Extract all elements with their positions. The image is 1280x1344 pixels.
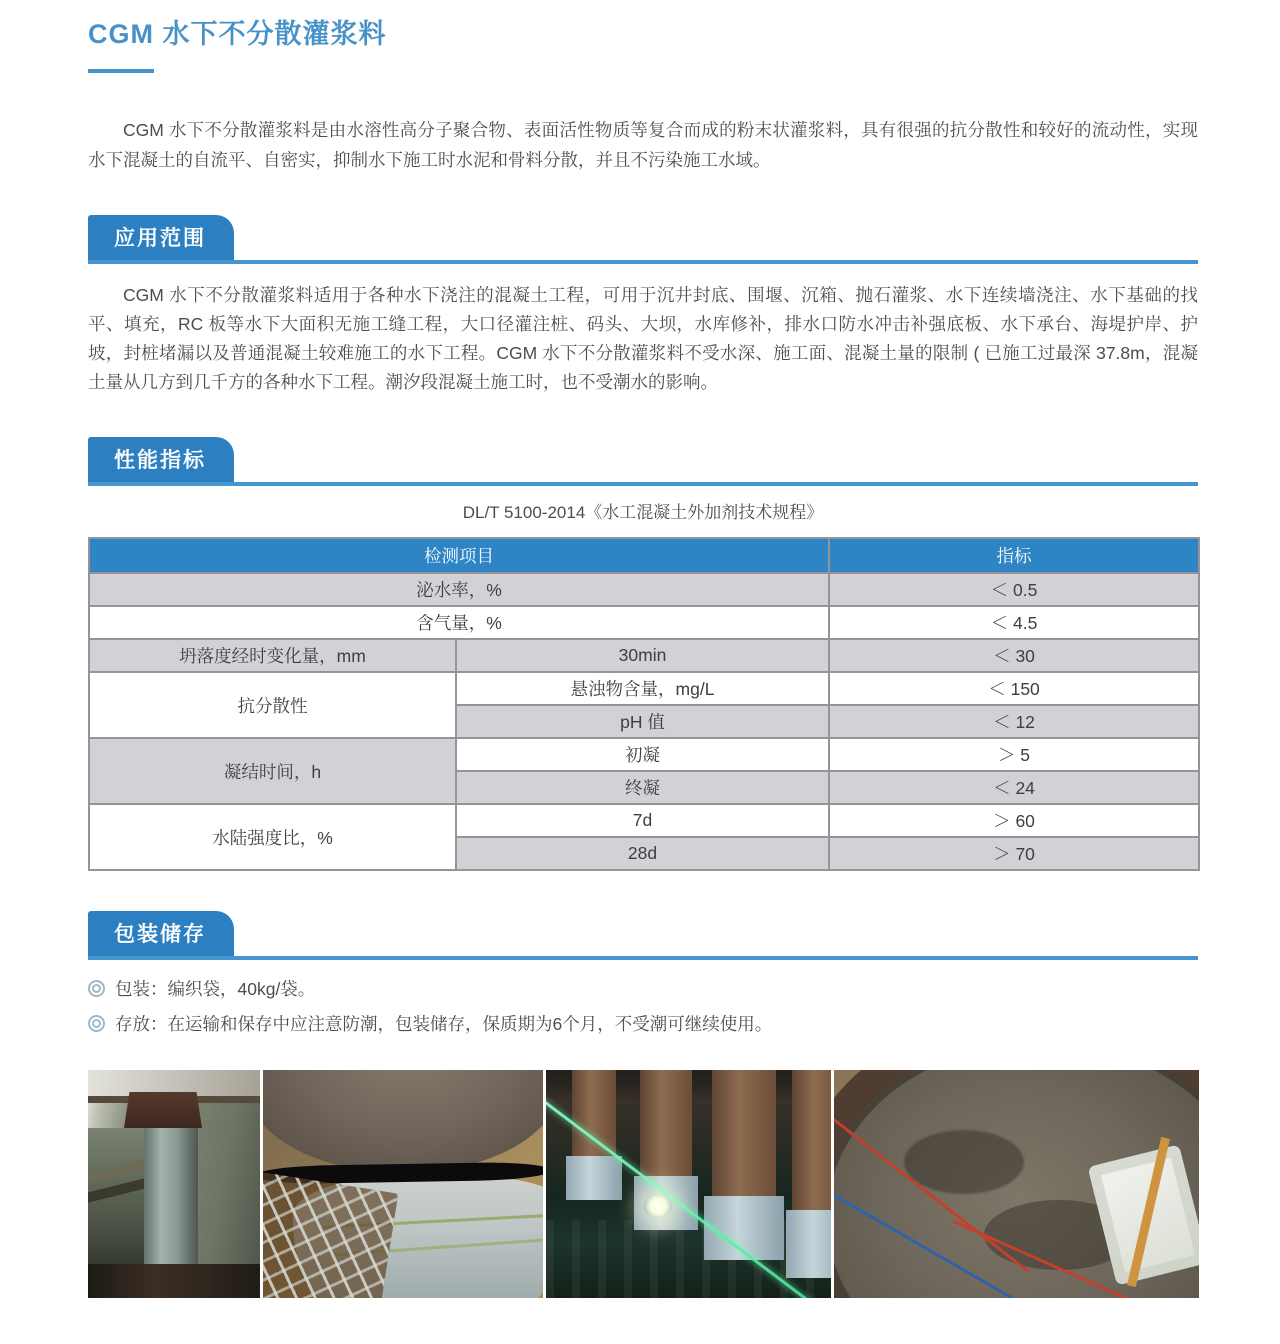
cell-slump-label: 坍落度经时变化量，mm bbox=[89, 639, 456, 672]
table-row bbox=[89, 573, 1199, 606]
table-row bbox=[89, 606, 1199, 639]
cell-dispersion-value1: ＜ 150 bbox=[829, 672, 1199, 705]
dark-base bbox=[88, 1264, 260, 1298]
table-row bbox=[89, 738, 1199, 771]
intro-paragraph: CGM 水下不分散灌浆料是由水溶性高分子聚合物、表面活性物质等复合而成的粉末状灌浆料，具有很强的抗分散性和较好的流动性，实现水下混凝土的自流平、自密实，抑制水下施工时水泥和骨料分散，并且不污染施工水域。 bbox=[88, 120, 1198, 170]
cell-bleeding-label: 泌水率，% bbox=[89, 573, 829, 606]
cell-dispersion-sub2: pH 值 bbox=[456, 705, 829, 738]
standard-reference: DL/T 5100-2014《水工混凝土外加剂技术规程》 bbox=[462, 503, 824, 522]
steel-pipe bbox=[144, 1126, 198, 1282]
list-item bbox=[88, 1011, 1198, 1036]
cell-setting-value2: ＜ 24 bbox=[829, 771, 1199, 804]
cell-dispersion-sub1: 悬浊物含量，mg/L bbox=[456, 672, 829, 705]
cell-setting-sub1: 初凝 bbox=[456, 738, 829, 771]
section-header-application bbox=[88, 215, 1198, 264]
pier-jacket bbox=[566, 1156, 622, 1200]
cell-setting-sub2: 终凝 bbox=[456, 771, 829, 804]
laser-guided-piers-night-photo bbox=[546, 1070, 831, 1298]
performance-table bbox=[88, 537, 1200, 871]
storage-item-text: 存放：在运输和保存中应注意防潮，包装储存，保质期为6个月，不受潮可继续使用。 bbox=[115, 1014, 773, 1034]
concrete-cap bbox=[263, 1070, 543, 1172]
list-item bbox=[88, 976, 1198, 1001]
photo-strip bbox=[88, 1070, 1198, 1298]
cofferdam-top-view-photo bbox=[834, 1070, 1199, 1298]
cell-strength-value2: ＞ 70 bbox=[829, 837, 1199, 870]
section-header-packaging bbox=[88, 911, 1198, 960]
cell-dispersion-value2: ＜ 12 bbox=[829, 705, 1199, 738]
work-light bbox=[644, 1194, 672, 1218]
header-cell-item: 检测项目 bbox=[89, 538, 829, 573]
title-underline bbox=[88, 69, 154, 73]
double-circle-bullet-icon bbox=[88, 1015, 105, 1032]
section-header-performance bbox=[88, 437, 1198, 486]
wire-mesh bbox=[263, 1172, 398, 1298]
bridge-pier bbox=[640, 1070, 692, 1186]
table-header-row bbox=[89, 538, 1199, 573]
table-row bbox=[89, 804, 1199, 837]
pier-pipe-grouting-photo bbox=[88, 1070, 260, 1298]
cell-air-value: ＜ 4.5 bbox=[829, 606, 1199, 639]
cell-dispersion-label: 抗分散性 bbox=[89, 672, 456, 738]
packaging-list bbox=[88, 976, 1198, 1036]
double-circle-bullet-icon bbox=[88, 980, 105, 997]
cell-strength-value1: ＞ 60 bbox=[829, 804, 1199, 837]
table-row bbox=[89, 639, 1199, 672]
cell-air-label: 含气量，% bbox=[89, 606, 829, 639]
cell-strength-sub1: 7d bbox=[456, 804, 829, 837]
cell-strength-label: 水陆强度比，% bbox=[89, 804, 456, 870]
cell-slump-value: ＜ 30 bbox=[829, 639, 1199, 672]
pile-jacket-closeup-photo bbox=[263, 1070, 543, 1298]
packaging-item-text: 包装：编织袋，40kg/袋。 bbox=[115, 979, 316, 999]
mud-patch bbox=[904, 1130, 1024, 1194]
header-cell-index: 指标 bbox=[829, 538, 1199, 573]
cell-slump-sub: 30min bbox=[456, 639, 829, 672]
cell-setting-value1: ＞ 5 bbox=[829, 738, 1199, 771]
cell-setting-label: 凝结时间，h bbox=[89, 738, 456, 804]
page-title: CGM 水下不分散灌浆料 bbox=[88, 19, 387, 49]
section-badge-performance: 性能指标 bbox=[88, 437, 234, 482]
pipe-cap bbox=[124, 1092, 202, 1128]
bridge-pier bbox=[712, 1070, 776, 1208]
content-area bbox=[88, 0, 1198, 1298]
bridge-pier bbox=[792, 1070, 831, 1220]
table-row bbox=[89, 672, 1199, 705]
section-badge-packaging: 包装储存 bbox=[88, 911, 234, 956]
section-badge-application: 应用范围 bbox=[88, 215, 234, 260]
cell-bleeding-value: ＜ 0.5 bbox=[829, 573, 1199, 606]
application-paragraph: CGM 水下不分散灌浆料适用于各种水下浇注的混凝土工程，可用于沉井封底、围堰、沉箱、抛石灌浆、水下连续墙浇注、水下基础的找平、填充，RC 板等水下大面积无施工缝工程，大口径灌注桩、码头、大坝，水库修补，排水口防水冲击补强底板、水下承台、海堤护岸、护坡，封桩堵漏以及普通混凝土较难施工的水下工程。CGM 水下不分散灌浆料不受水深、施工面、混凝土量的限制 ( 已施工过最深 37.8m，混凝土量从几方到几千方的各种水下工程。潮汐段混凝土施工时，也不受潮水的影响。 bbox=[88, 285, 1198, 392]
cell-strength-sub2: 28d bbox=[456, 837, 829, 870]
